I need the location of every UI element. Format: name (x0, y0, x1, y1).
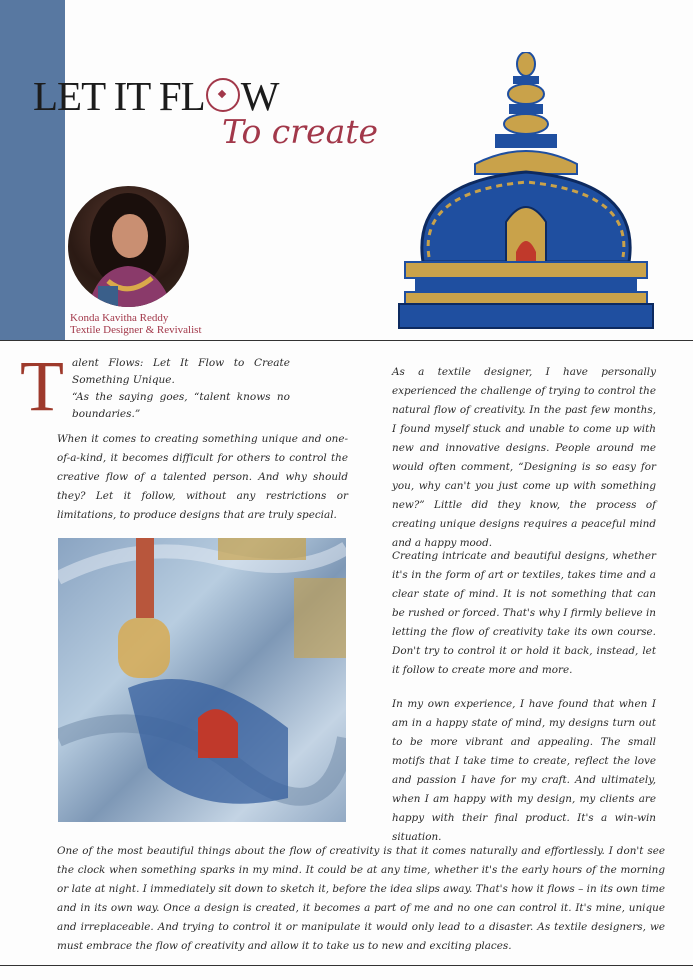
page-subtitle: To create (222, 112, 379, 151)
side-color-band (0, 0, 65, 340)
intro-quote: “As the saying goes, “talent knows no boundaries.” (72, 391, 290, 420)
intro-lead (72, 355, 290, 423)
fabric-motif-photo (58, 538, 346, 822)
paragraph-right-1: As a textile designer, I have personally experienced the challenge of trying to control the natural flow of creativity. In the past few months, I found myself stuck and unable to come up with new and innovative designs. People around me would often comment, “Designing is so easy for you, why can't you just come up with something new?” Little did they know, the process of creating unique designs requires a peaceful mind and a happy mood. (392, 366, 656, 549)
paragraph-right-2: Creating intricate and beautiful designs, whether it's in the form of art or textiles, takes time and a clear state of mind. It is not something that can be rushed or forced. That's why I firmly believe in letting the flow of creativity take its own course. Don't try to control it or hold it back, instead, let it follow to create more and more. (392, 550, 656, 676)
footer-divider (0, 965, 693, 966)
author-role: Textile Designer & Revivalist (70, 324, 202, 336)
intro-lead-text: alent Flows: Let It Flow to Create Something Unique. (72, 357, 290, 386)
paragraph-left: When it comes to creating something unique and one-of-a-kind, it becomes difficult for others to control the creative flow of a talented person. And why should they? Let it follow, without any restrictions or limitations, to produce designs that are truly special. (57, 433, 348, 521)
title-text-part1: LET IT FL (33, 73, 205, 119)
header-divider (0, 340, 693, 341)
title-text-part2: W (240, 73, 279, 119)
temple-dome-illustration (395, 52, 657, 337)
title-o-ornament-icon (206, 78, 240, 112)
drop-cap: T (20, 346, 64, 426)
paragraph-right-3: In my own experience, I have found that when I am in a happy state of mind, my designs turn out to be more vibrant and appealing. The small motifs that I take time to create, reflect the love and passion I have for my craft. And ultimately, when I am happy with my design, my clients are happy with their final product. It's a win-win situation. (392, 698, 656, 843)
author-name: Konda Kavitha Reddy (70, 312, 169, 324)
paragraph-bottom: One of the most beautiful things about the flow of creativity is that it comes naturally and effortlessly. I don't see the clock when something sparks in my mind. It could be at any time, whether it's the early hours of the morning or late at night. I immediately sit down to sketch it, before the idea slips away. That's how it flows – in its own time and in its own way. Once a design is created, it becomes a part of me and no one can control it. It's mine, unique and irreplaceable. And trying to control it or manipulate it would only lead to a disaster. As textile designers, we must embrace the flow of creativity and allow it to take us to new and exciting places. (57, 845, 665, 952)
author-portrait-photo (68, 186, 189, 307)
